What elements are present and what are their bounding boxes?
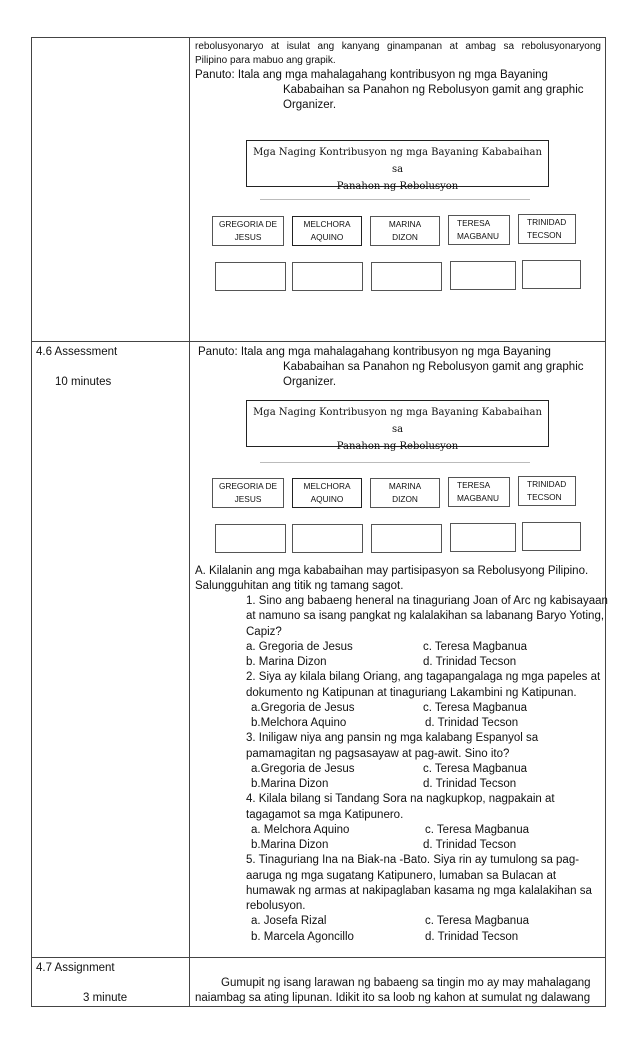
hero-name: MARINA <box>388 481 422 491</box>
choice[interactable]: b.Melchora Aquino <box>251 717 347 729</box>
hero-box-trinidad <box>518 214 576 244</box>
directions-text: Kababaihan sa Panahon ng Rebolusyon gamit ang graphic <box>283 361 584 373</box>
choice[interactable]: b.Marina Dizon <box>251 778 329 790</box>
assignment-time: 3 minute <box>83 992 128 1004</box>
answer-box[interactable] <box>522 522 581 551</box>
choice[interactable]: c. Teresa Magbanua <box>423 702 527 714</box>
choice[interactable]: d. Trinidad Tecson <box>423 839 517 851</box>
hero-name: TERESA <box>457 480 491 490</box>
hero-name: GREGORIA DE <box>218 219 278 229</box>
hero-name: AQUINO <box>310 494 344 504</box>
connector-line <box>260 462 530 463</box>
hero-name: GREGORIA DE <box>218 481 278 491</box>
hero-name: TECSON <box>527 230 562 240</box>
hero-box-marina <box>370 478 440 508</box>
organizer-title-line: Panahon ng Rebolusyon <box>336 441 459 452</box>
choice[interactable]: c. Teresa Magbanua <box>425 824 529 836</box>
assignment-label: 4.7 Assignment <box>36 962 115 974</box>
answer-box[interactable] <box>522 260 581 289</box>
hero-name: TRINIDAD <box>527 217 567 227</box>
hero-box-melchora <box>292 216 362 246</box>
question-5: humawak ng armas at nakipaglaban kasama ng mga kalalakihan sa <box>246 885 592 897</box>
hero-name: MELCHORA <box>303 219 351 229</box>
choice[interactable]: b. Marina Dizon <box>246 656 327 668</box>
hero-name: AQUINO <box>310 232 344 242</box>
hero-box-teresa <box>448 477 510 507</box>
directions-text: Organizer. <box>283 99 337 111</box>
question-5: rebolusyon. <box>246 900 306 912</box>
assignment-text: naiambag sa ating lipunan. Idikit ito sa loob ng kahon at sumulat ng dalawang <box>195 992 591 1004</box>
intro-line: rebolusyonaryo at isulat ang kanyang ginampanan at ambag sa rebolusyonaryong <box>195 41 601 52</box>
hero-name: MELCHORA <box>303 481 351 491</box>
choice[interactable]: a. Melchora Aquino <box>251 824 350 836</box>
organizer-title-line: Panahon ng Rebolusyon <box>336 181 459 192</box>
question-1: Capiz? <box>246 626 282 638</box>
assignment-text: Gumupit ng isang larawan ng babaeng sa tingin mo ay may mahalagang <box>221 977 591 989</box>
hero-name: DIZON <box>392 232 418 242</box>
hero-box-melchora <box>292 478 362 508</box>
question-1: at namuno sa isang pangkat ng kalalakihan sa labanang Baryo Yoting, <box>246 610 605 622</box>
choice[interactable]: d. Trinidad Tecson <box>425 931 519 943</box>
choice[interactable]: a.Gregoria de Jesus <box>251 763 355 775</box>
choice[interactable]: c. Teresa Magbanua <box>423 763 527 775</box>
hero-name: MAGBANU <box>457 231 499 241</box>
question-2: 2. Siya ay kilala bilang Oriang, ang tagapangalaga ng mga papeles at <box>246 671 601 683</box>
instruction-text: Salungguhitan ang titik ng tamang sagot. <box>195 580 404 592</box>
hero-name: TERESA <box>457 218 491 228</box>
hero-name: TRINIDAD <box>527 479 567 489</box>
answer-box[interactable] <box>292 524 363 553</box>
question-5: 5. Tinaguriang Ina na Biak-na -Bato. Siya rin ay tumulong sa pag- <box>246 854 580 866</box>
assessment-time: 10 minutes <box>55 376 112 388</box>
organizer-title-line: Mga Naging Kontribusyon ng mga Bayaning Kababaihan sa <box>253 407 542 435</box>
choice[interactable]: a.Gregoria de Jesus <box>251 702 355 714</box>
answer-box[interactable] <box>215 262 286 291</box>
hero-box-marina <box>370 216 440 246</box>
answer-box[interactable] <box>371 524 442 553</box>
directions-text: Panuto: Itala ang mga mahalagahang kontribusyon ng mga Bayaning <box>195 69 548 81</box>
hero-name: JESUS <box>234 494 262 504</box>
question-5: aaruga ng mga sugatang Katipunero, lumaban sa Bulacan at <box>246 870 557 882</box>
question-4: 4. Kilala bilang si Tandang Sora na nagkupkop, nagpakain at <box>246 793 555 805</box>
answer-box[interactable] <box>450 523 516 552</box>
hero-name: DIZON <box>392 494 418 504</box>
directions-text: Panuto: Itala ang mga mahalagahang kontribusyon ng mga Bayaning <box>198 346 551 358</box>
choice[interactable]: d. Trinidad Tecson <box>425 717 519 729</box>
choice[interactable]: b. Marcela Agoncillo <box>251 931 354 943</box>
hero-name: MARINA <box>388 219 422 229</box>
choice[interactable]: a. Gregoria de Jesus <box>246 641 353 653</box>
directions-text: Kababaihan sa Panahon ng Rebolusyon gamit ang graphic <box>283 84 584 96</box>
connector-line <box>260 199 530 200</box>
hero-name: JESUS <box>234 232 262 242</box>
intro-line: Pilipino para mabuo ang grapik. <box>195 55 336 66</box>
hero-box-gregoria <box>212 216 284 246</box>
hero-name: MAGBANU <box>457 493 499 503</box>
question-2: dokumento ng Katipunan at tinaguriang Lakambini ng Katipunan. <box>246 687 577 699</box>
instruction-text: A. Kilalanin ang mga kababaihan may partisipasyon sa Rebolusyong Pilipino. <box>195 565 589 577</box>
choice[interactable]: d. Trinidad Tecson <box>423 778 517 790</box>
directions-text: Organizer. <box>283 376 337 388</box>
organizer-title <box>246 400 549 452</box>
choice[interactable]: d. Trinidad Tecson <box>423 656 517 668</box>
question-4: tagagamot sa mga Katipunero. <box>246 809 404 821</box>
answer-box[interactable] <box>371 262 442 291</box>
assessment-label: 4.6 Assessment <box>36 346 118 358</box>
question-3: 3. Iniligaw niya ang pansin ng mga kalabang Espanyol sa <box>246 732 539 744</box>
answer-box[interactable] <box>450 261 516 290</box>
question-3: pamamagitan ng pagsasayaw at pag-awit. Sino ito? <box>246 748 510 760</box>
choice[interactable]: a. Josefa Rizal <box>251 915 327 927</box>
question-1: 1. Sino ang babaeng heneral na tinaguriang Joan of Arc ng kabisayaan <box>246 595 608 607</box>
answer-box[interactable] <box>215 524 286 553</box>
organizer-title-line: Mga Naging Kontribusyon ng mga Bayaning Kababaihan sa <box>253 147 542 175</box>
hero-box-teresa <box>448 215 510 245</box>
hero-box-trinidad <box>518 476 576 506</box>
choice[interactable]: c. Teresa Magbanua <box>425 915 529 927</box>
organizer-title <box>246 140 549 192</box>
choice[interactable]: c. Teresa Magbanua <box>423 641 527 653</box>
answer-box[interactable] <box>292 262 363 291</box>
choice[interactable]: b.Marina Dizon <box>251 839 329 851</box>
hero-name: TECSON <box>527 492 562 502</box>
hero-box-gregoria <box>212 478 284 508</box>
